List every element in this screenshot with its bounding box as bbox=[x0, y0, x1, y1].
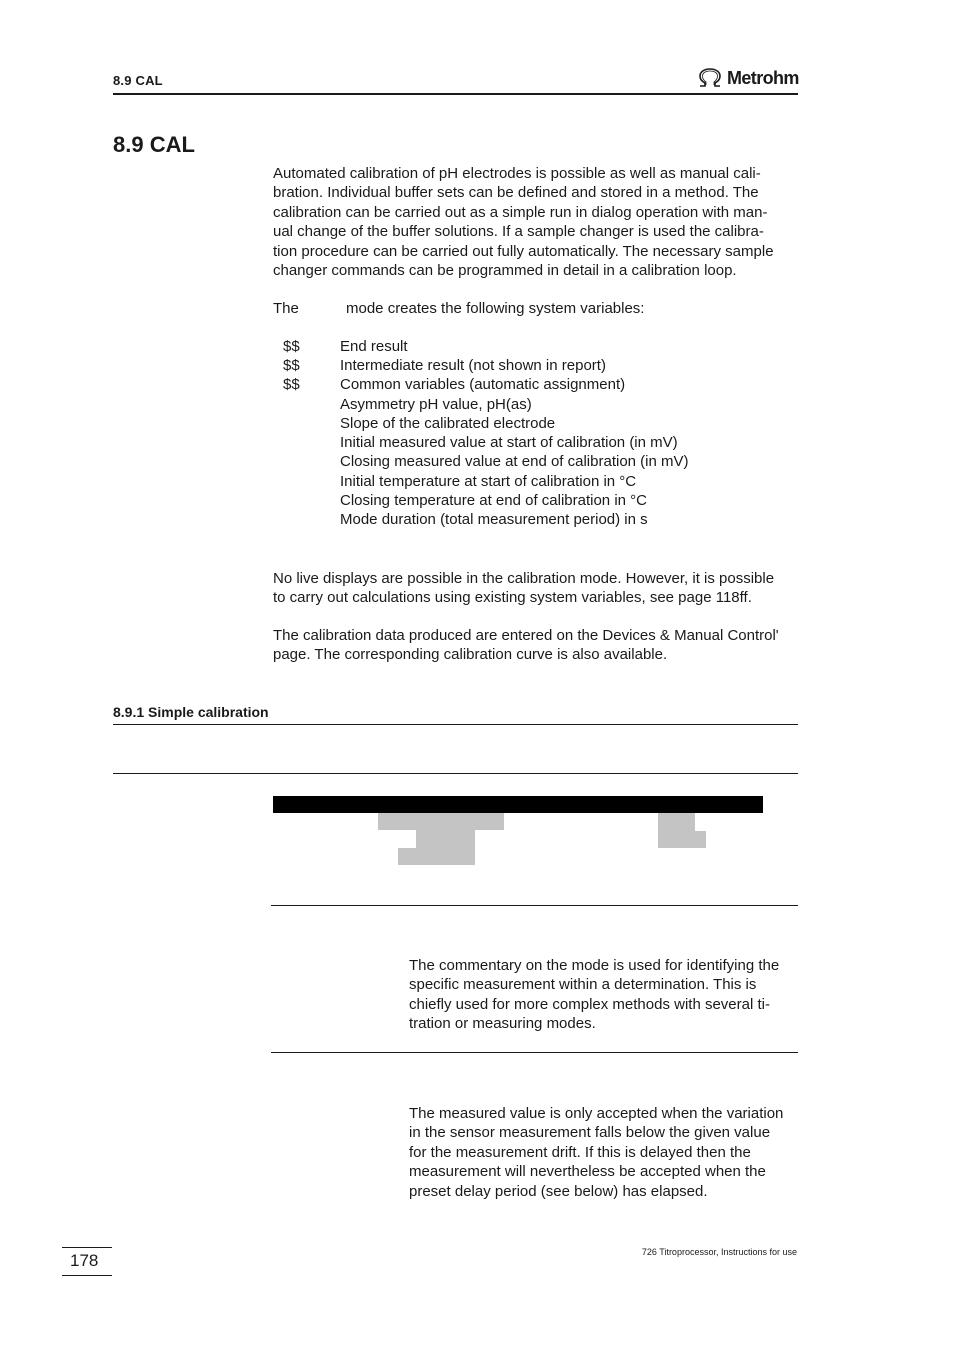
text-line: Automated calibration of pH electrodes is possible as well as manual cali- bbox=[273, 165, 761, 182]
variable-description: Initial measured value at start of calibration (in mV) bbox=[340, 434, 678, 451]
text-line: The commentary on the mode is used for identifying the bbox=[409, 957, 780, 974]
text-line: calibration can be carried out as a simple run in dialog operation with man- bbox=[273, 203, 768, 221]
text-line: ual change of the buffer solutions. If a sample changer is used the calibra- bbox=[273, 223, 764, 241]
screen-field bbox=[378, 813, 504, 830]
variable-symbol: $$ bbox=[283, 338, 300, 355]
subsection-heading: 8.9.1 Simple calibration bbox=[113, 704, 269, 720]
screen-field bbox=[416, 830, 475, 848]
footer-rule bbox=[62, 1275, 112, 1276]
variable-description: Slope of the calibrated electrode bbox=[340, 415, 556, 432]
omega-icon bbox=[697, 68, 723, 88]
screen-title-bar bbox=[273, 796, 763, 813]
live-display-paragraph bbox=[273, 569, 798, 608]
variable-description: Asymmetry pH value, pH(as) bbox=[340, 396, 532, 413]
parameter-rule bbox=[271, 1052, 798, 1053]
subsection-rule bbox=[113, 724, 798, 725]
variable-description: End result bbox=[340, 338, 408, 355]
mode-line-suffix: mode creates the following system variables: bbox=[346, 300, 645, 317]
drift-paragraph bbox=[409, 1104, 799, 1201]
section-divider bbox=[113, 773, 798, 774]
variable-symbol: $$ bbox=[283, 376, 300, 393]
variable-description: Closing temperature at end of calibration in °C bbox=[340, 492, 647, 509]
variable-description: Initial temperature at start of calibration in °C bbox=[340, 473, 637, 490]
screen-field bbox=[658, 831, 706, 848]
commentary-paragraph bbox=[409, 956, 799, 1034]
text-line: for the measurement drift. If this is delayed then the bbox=[409, 1143, 751, 1161]
screen-field bbox=[398, 848, 475, 865]
page-title: 8.9 CAL bbox=[113, 132, 195, 157]
variable-description: Intermediate result (not shown in report) bbox=[340, 357, 606, 374]
text-line: preset delay period (see below) has elapsed. bbox=[409, 1182, 708, 1200]
variable-description: Mode duration (total measurement period) in s bbox=[340, 511, 648, 528]
running-header-section: 8.9 CAL bbox=[113, 73, 163, 88]
text-line: in the sensor measurement falls below the given value bbox=[409, 1124, 771, 1142]
footer-doc-title: 726 Titroprocessor, Instructions for use bbox=[641, 1247, 797, 1257]
header-rule bbox=[113, 93, 798, 95]
calibration-data-paragraph bbox=[273, 626, 803, 665]
text-line: changer commands can be programmed in detail in a calibration loop. bbox=[273, 262, 737, 280]
text-line: The calibration data produced are entered on the Devices & Manual Control' bbox=[273, 627, 779, 644]
text-line: specific measurement within a determination. This is bbox=[409, 976, 757, 994]
intro-paragraph bbox=[273, 164, 798, 280]
mode-line-prefix: The bbox=[273, 300, 299, 317]
brand-logo bbox=[697, 66, 799, 90]
variable-symbol: $$ bbox=[283, 357, 300, 374]
text-line: tion procedure can be carried out fully automatically. The necessary sample bbox=[273, 242, 774, 260]
brand-name: Metrohm bbox=[727, 67, 799, 88]
variable-description: Common variables (automatic assignment) bbox=[340, 376, 626, 393]
text-line: to carry out calculations using existing system variables, see page 118ff. bbox=[273, 589, 752, 607]
text-line: page. The corresponding calibration curve is also available. bbox=[273, 646, 668, 664]
text-line: measurement will nevertheless be accepted when the bbox=[409, 1163, 766, 1181]
variable-description: Closing measured value at end of calibration (in mV) bbox=[340, 453, 689, 470]
screen-field bbox=[658, 813, 695, 831]
footer-rule bbox=[62, 1247, 112, 1248]
text-line: No live displays are possible in the calibration mode. However, it is possible bbox=[273, 570, 775, 587]
page-number: 178 bbox=[70, 1251, 99, 1270]
text-line: bration. Individual buffer sets can be defined and stored in a method. The bbox=[273, 184, 759, 202]
text-line: chiefly used for more complex methods with several ti- bbox=[409, 995, 770, 1013]
parameter-rule bbox=[271, 905, 798, 906]
text-line: The measured value is only accepted when the variation bbox=[409, 1105, 784, 1122]
text-line: tration or measuring modes. bbox=[409, 1015, 596, 1033]
